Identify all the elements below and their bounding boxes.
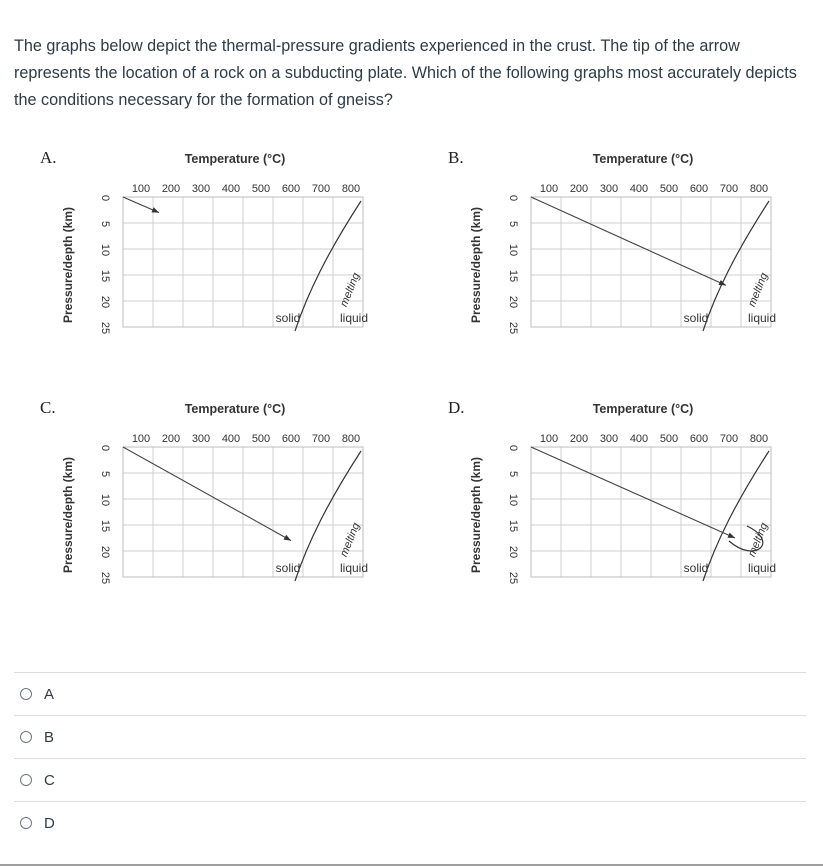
radio-button-a[interactable]	[20, 688, 32, 700]
option-d[interactable]	[14, 801, 806, 844]
graph-letter: A.	[40, 148, 57, 167]
x-tick-label: 500	[659, 183, 679, 195]
y-tick-label: 0	[507, 194, 519, 202]
y-tick-label: 5	[99, 220, 111, 228]
y-tick-label: 15	[507, 519, 519, 533]
y-tick-label: 0	[99, 444, 111, 452]
rock-path-line	[531, 197, 726, 285]
x-tick-label: 300	[599, 433, 619, 445]
x-tick-label: 600	[281, 183, 301, 195]
y-tick-label: 20	[99, 295, 111, 309]
x-tick-label: 700	[311, 183, 331, 195]
liquid-label: liquid	[339, 561, 369, 575]
option-b-label: B	[44, 728, 55, 746]
y-tick-label: 15	[99, 519, 111, 533]
x-axis-title: Temperature (°C)	[184, 402, 286, 416]
x-tick-label: 100	[131, 433, 151, 445]
x-tick-label: 700	[311, 433, 331, 445]
arrow-head-icon	[718, 280, 726, 285]
x-tick-label: 500	[659, 433, 679, 445]
x-tick-label: 400	[221, 183, 241, 195]
graph-c	[40, 395, 450, 635]
radio-button-d[interactable]	[20, 817, 32, 829]
y-tick-label: 0	[99, 194, 111, 202]
answer-options	[14, 672, 806, 844]
bottom-divider	[0, 864, 823, 866]
x-tick-label: 400	[629, 183, 649, 195]
y-tick-label: 0	[507, 444, 519, 452]
y-tick-label: 20	[507, 545, 519, 559]
liquid-label: liquid	[339, 311, 369, 325]
x-tick-label: 200	[569, 183, 589, 195]
y-tick-label: 25	[507, 321, 519, 335]
question-text: The graphs below depict the thermal-pressure gradients experienced in the crust. The tip of the arrow represents the location of a rock on a subducting plate. Which of the following graphs most accurately depicts the conditions necessary for the formation of gneiss?	[14, 37, 797, 109]
melting-label: melting	[746, 271, 771, 309]
graph-svg	[448, 145, 823, 385]
graph-svg	[40, 145, 450, 385]
y-tick-label: 10	[507, 493, 519, 507]
x-tick-label: 500	[251, 183, 271, 195]
arrow-head-icon	[727, 533, 735, 538]
x-tick-label: 300	[599, 183, 619, 195]
x-tick-label: 200	[569, 433, 589, 445]
x-axis-title: Temperature (°C)	[184, 152, 286, 166]
option-b[interactable]	[14, 715, 806, 758]
x-tick-label: 800	[341, 183, 361, 195]
y-tick-label: 25	[99, 571, 111, 585]
liquid-label: liquid	[747, 311, 777, 325]
option-d-label: D	[44, 814, 55, 832]
x-tick-label: 700	[719, 433, 739, 445]
option-c[interactable]	[14, 758, 806, 801]
x-tick-label: 300	[191, 433, 211, 445]
y-axis-title: Pressure/depth (km)	[469, 456, 483, 574]
solid-label: solid	[683, 311, 709, 325]
y-tick-label: 5	[507, 220, 519, 228]
option-c-label: C	[44, 771, 55, 789]
x-tick-label: 400	[221, 433, 241, 445]
melting-label: melting	[746, 521, 771, 559]
grid	[123, 197, 363, 327]
y-tick-label: 10	[99, 243, 111, 257]
graph-svg	[448, 395, 823, 635]
x-tick-label: 700	[719, 183, 739, 195]
option-a-label: A	[44, 685, 55, 703]
y-tick-label: 25	[507, 571, 519, 585]
graph-letter: C.	[40, 398, 56, 417]
graph-b	[448, 145, 823, 385]
x-tick-label: 800	[749, 433, 769, 445]
rock-path-line	[123, 447, 291, 541]
option-a[interactable]	[14, 672, 806, 715]
x-tick-label: 600	[281, 433, 301, 445]
grid	[531, 197, 771, 327]
x-tick-label: 200	[161, 183, 181, 195]
x-tick-label: 600	[689, 433, 709, 445]
y-tick-label: 15	[99, 269, 111, 283]
x-tick-label: 100	[539, 433, 559, 445]
y-tick-label: 20	[507, 295, 519, 309]
x-tick-label: 500	[251, 433, 271, 445]
grid	[531, 447, 771, 577]
melting-label: melting	[338, 521, 363, 559]
x-tick-label: 200	[161, 433, 181, 445]
x-tick-label: 100	[539, 183, 559, 195]
x-tick-label: 600	[689, 183, 709, 195]
y-axis-title: Pressure/depth (km)	[469, 206, 483, 324]
y-tick-label: 10	[99, 493, 111, 507]
y-tick-label: 5	[99, 470, 111, 478]
graph-letter: D.	[448, 398, 465, 417]
y-tick-label: 10	[507, 243, 519, 257]
graph-svg	[40, 395, 450, 635]
solid-label: solid	[275, 311, 301, 325]
y-tick-label: 15	[507, 269, 519, 283]
arrow-head-icon	[284, 535, 291, 541]
y-tick-label: 5	[507, 470, 519, 478]
liquid-label: liquid	[747, 561, 777, 575]
melting-label: melting	[338, 271, 363, 309]
y-axis-title: Pressure/depth (km)	[61, 206, 75, 324]
x-tick-label: 400	[629, 433, 649, 445]
y-tick-label: 25	[99, 321, 111, 335]
rock-path-line	[531, 447, 735, 538]
radio-button-b[interactable]	[20, 731, 32, 743]
x-tick-label: 800	[749, 183, 769, 195]
solid-label: solid	[275, 561, 301, 575]
x-axis-title: Temperature (°C)	[592, 152, 694, 166]
solid-label: solid	[683, 561, 709, 575]
x-tick-label: 800	[341, 433, 361, 445]
radio-button-c[interactable]	[20, 774, 32, 786]
graph-d	[448, 395, 823, 635]
x-axis-title: Temperature (°C)	[592, 402, 694, 416]
graph-a	[40, 145, 450, 385]
x-tick-label: 300	[191, 183, 211, 195]
graph-letter: B.	[448, 148, 464, 167]
x-tick-label: 100	[131, 183, 151, 195]
y-tick-label: 20	[99, 545, 111, 559]
y-axis-title: Pressure/depth (km)	[61, 456, 75, 574]
